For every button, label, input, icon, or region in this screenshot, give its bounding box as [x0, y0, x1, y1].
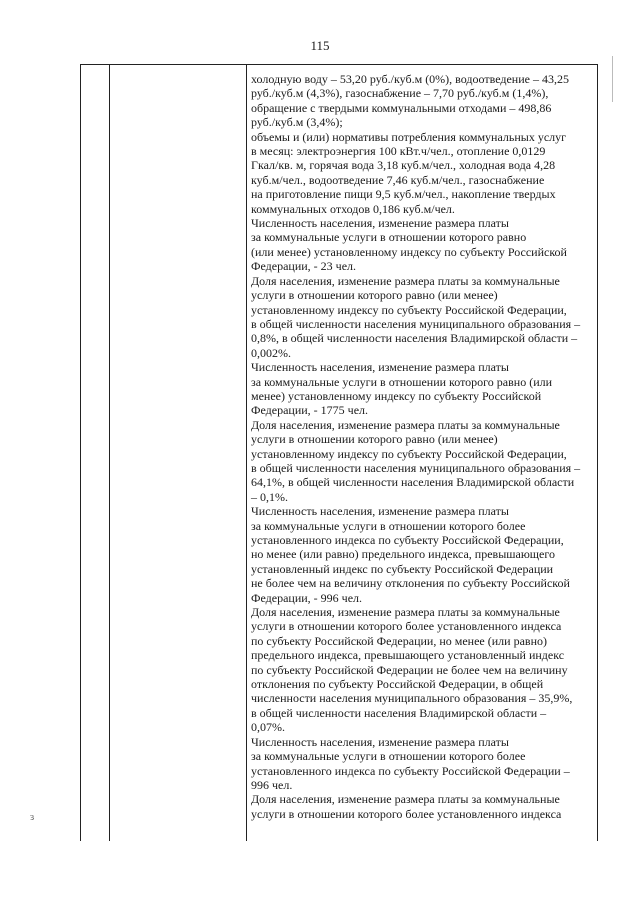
text-line: 64,1%, в общей численности населения Владимирской области — [251, 475, 575, 490]
text-line: Численность населения, изменение размера платы — [251, 216, 509, 231]
text-line: Гкал/кв. м, горячая вода 3,18 куб.м/чел., холодная вода 4,28 — [251, 158, 556, 173]
text-line: отклонения по субъекту Российской Федерации, в общей — [251, 677, 544, 692]
text-line: за коммунальные услуги в отношении которого более — [251, 749, 526, 764]
text-line: холодную воду – 53,20 руб./куб.м (0%), водоотведение – 43,25 — [251, 72, 569, 86]
column-divider — [109, 64, 110, 841]
text-line: за коммунальные услуги в отношении которого более — [251, 518, 526, 533]
text-line: Доля населения, изменение размера платы за коммунальные — [251, 417, 560, 432]
text-line: Численность населения, изменение размера платы — [251, 360, 509, 375]
text-line: руб./куб.м (4,3%), газоснабжение – 7,70 руб./куб.м (1,4%), — [251, 86, 549, 101]
text-line: но менее (или равно) предельного индекса, превышающего — [251, 547, 555, 562]
column-divider — [246, 64, 247, 841]
text-line: – 0,1%. — [251, 489, 288, 504]
text-line: услуги в отношении которого более установленного индекса — [251, 619, 562, 634]
scan-mark: ɜ — [30, 812, 35, 823]
text-line: на приготовление пищи 9,5 куб.м/чел., накопление твердых — [251, 187, 556, 202]
text-line: Численность населения, изменение размера платы — [251, 504, 509, 519]
text-line: предельного индекса, превышающего установленный индекс — [251, 648, 565, 663]
text-line: по субъекту Российской Федерации не более чем на величину — [251, 662, 568, 677]
text-line: по субъекту Российской Федерации, но менее (или равно) — [251, 633, 547, 648]
text-line: руб./куб.м (3,4%); — [251, 115, 343, 130]
text-line: 996 чел. — [251, 777, 293, 792]
text-line: Доля населения, изменение размера платы за коммунальные — [251, 273, 560, 288]
text-line: в общей численности населения Владимирской области – — [251, 705, 547, 720]
table-cell-text — [251, 72, 593, 821]
text-line: коммунальных отходов 0,186 куб.м/чел. — [251, 201, 455, 216]
text-line: не более чем на величину отклонения по субъекту Российской — [251, 576, 570, 591]
text-line: 0,07%. — [251, 720, 285, 735]
text-line: куб.м/чел., водоотведение 7,46 куб.м/чел., газоснабжение — [251, 172, 545, 187]
text-line: менее) установленному индексу по субъекту Российской — [251, 388, 542, 403]
text-line: услуги в отношении которого равно (или менее) — [251, 288, 498, 303]
text-line: объемы и (или) нормативы потребления коммунальных услуг — [251, 129, 567, 144]
text-line: за коммунальные услуги в отношении которого равно — [251, 230, 527, 245]
text-line: Доля населения, изменение размера платы за коммунальные — [251, 792, 560, 807]
page-number: 115 — [310, 38, 330, 53]
text-line: в общей численности населения муниципального образования – — [251, 316, 581, 331]
text-line: услуги в отношении которого равно (или менее) — [251, 432, 498, 447]
text-line: Федерации, - 1775 чел. — [251, 403, 369, 418]
text-line: установленному индексу по субъекту Российской Федерации, — [251, 302, 567, 317]
text-line: численности населения муниципального образования – 35,9%, — [251, 691, 573, 706]
text-line: в общей численности населения муниципального образования – — [251, 460, 581, 475]
text-line: Доля населения, изменение размера платы за коммунальные — [251, 605, 560, 620]
text-line: за коммунальные услуги в отношении которого равно (или — [251, 374, 553, 389]
text-line: обращение с твердыми коммунальными отходами – 498,86 — [251, 100, 552, 115]
text-line: Федерации, - 23 чел. — [251, 259, 357, 274]
text-line: установленного индекса по субъекту Российской Федерации, — [251, 533, 564, 547]
text-line: Федерации, - 996 чел. — [251, 590, 363, 605]
text-line: установленный индекс по субъекту Российской Федерации — [251, 561, 554, 576]
text-line: 0,8%, в общей численности населения Владимирской области – — [251, 331, 578, 346]
text-line: услуги в отношении которого более установленного индекса — [251, 806, 562, 821]
text-line: Численность населения, изменение размера платы — [251, 734, 509, 749]
text-line: установленного индекса по субъекту Российской Федерации – — [251, 763, 570, 778]
text-line: (или менее) установленному индексу по субъекту Российской — [251, 244, 567, 259]
scan-edge-line — [612, 56, 613, 102]
text-line: установленному индексу по субъекту Российской Федерации, — [251, 446, 567, 461]
text-line: 0,002%. — [251, 345, 291, 360]
text-line: в месяц: электроэнергия 100 кВт.ч/чел., отопление 0,0129 — [251, 144, 546, 159]
